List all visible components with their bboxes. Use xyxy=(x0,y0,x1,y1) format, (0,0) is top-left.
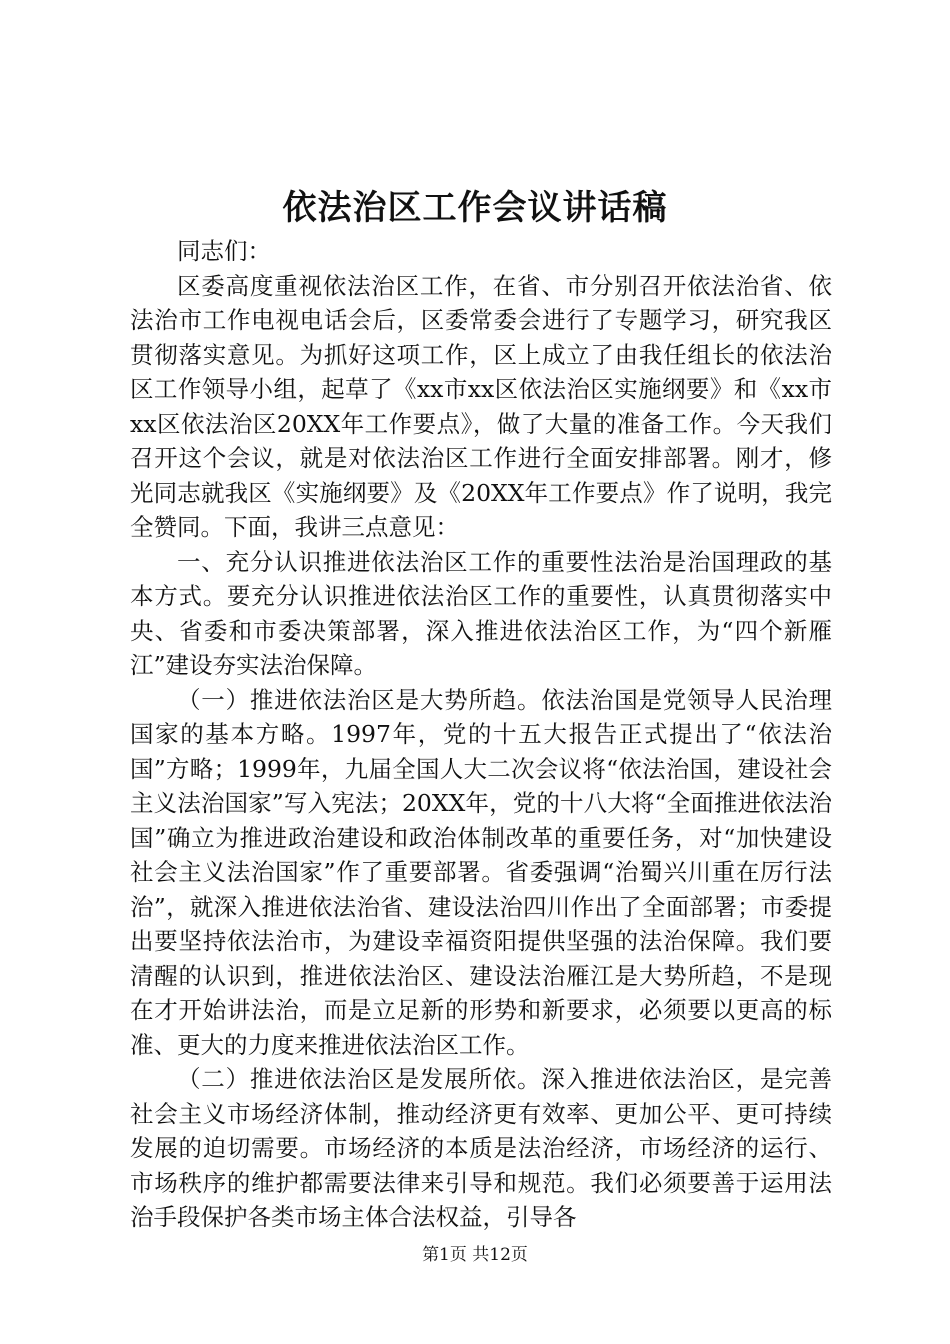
document-body xyxy=(130,234,832,1235)
page-title: 依法治区工作会议讲话稿 xyxy=(282,188,668,228)
page-number-footer: 第1页 共12页 xyxy=(422,1245,528,1265)
intro-paragraph: 区委高度重视依法治区工作，在省、市分别召开依法治省、依法治市工作电视电话会后，区委常委会进行了专题学习，研究我区贯彻落实意见。为抓好这项工作，区上成立了由我任组长的依法治区工作领导小组，起草了《xx市xx区依法治区实施纲要》和《xx市xx区依法治区20XX年工作要点》，做了大量的准备工作。今天我们召开这个会议，就是对依法治区工作进行全面安排部署。刚才，修光同志就我区《实施纲要》及《20XX年工作要点》作了说明，我完全赞同。下面，我讲三点意见： xyxy=(130,271,832,541)
section-one-paragraph: 一、充分认识推进依法治区工作的重要性法治是治国理政的基本方式。要充分认识推进依法治区工作的重要性，认真贯彻落实中央、省委和市委决策部署，深入推进依法治区工作，为“四个新雁江”建设夯实法治保障。 xyxy=(130,547,832,679)
salutation-paragraph: 同志们： xyxy=(177,237,271,265)
subsection-one-paragraph: （一）推进依法治区是大势所趋。依法治国是党领导人民治理国家的基本方略。1997年，党的十五大报告正式提出了“依法治国”方略；1999年，九届全国人大二次会议将“依法治国，建设社会主义法治国家”写入宪法；20XX年，党的十八大将“全面推进依法治国”确立为推进政治建设和政治体制改革的重要任务，对“加快建设社会主义法治国家”作了重要部署。省委强调“治蜀兴川重在厉行法治”，就深入推进依法治省、建设法治四川作出了全面部署；市委提出要坚持依法治市，为建设幸福资阳提供坚强的法治保障。我们要清醒的认识到，推进依法治区、建设法治雁江是大势所趋，不是现在才开始讲法治，而是立足新的形势和新要求，必须要以更高的标准、更大的力度来推进依法治区工作。 xyxy=(130,685,832,1059)
subsection-two-paragraph: （二）推进依法治区是发展所依。深入推进依法治区，是完善社会主义市场经济体制，推动经济更有效率、更加公平、更可持续发展的迫切需要。市场经济的本质是法治经济，市场经济的运行、市场秩序的维护都需要法律来引导和规范。我们必须要善于运用法治手段保护各类市场主体合法权益，引导各 xyxy=(130,1065,832,1231)
